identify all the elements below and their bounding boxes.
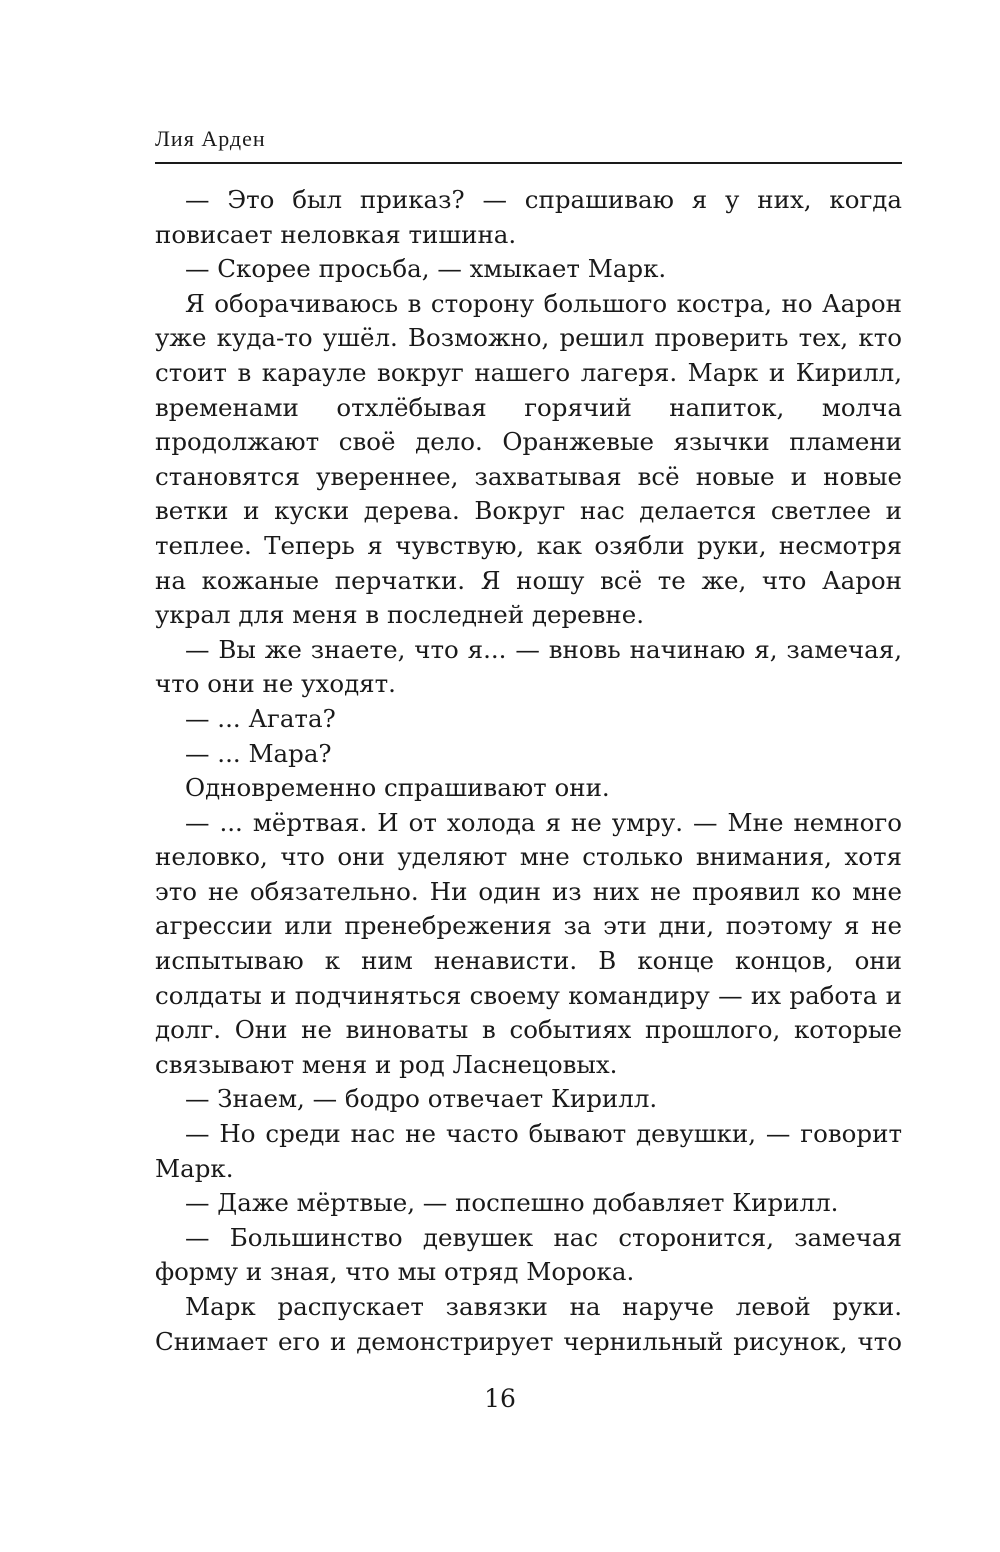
paragraph: — ... Агата? xyxy=(185,703,336,733)
paragraph: Я оборачиваюсь в сторону большого костра, но Аарон уже куда-то ушёл. Возможно, решил проверить тех, кто стоит в карауле вокруг нашего лагеря. Марк и Кирилл, временами отхлёбывая горячий напиток, молча продолжают своё дело. Оранжевые язычки пламени становятся увереннее, захватывая всё новые и новые ветки и куски дерева. Вокруг нас делается светлее и теплее. Теперь я чувствую, как озябли руки, несмотря на кожаные перчатки. Я ношу всё те же, что Аарон украл для меня в последней деревне. xyxy=(155,288,902,630)
paragraph: — Большинство девушек нас сторонится, замечая форму и зная, что мы отряд Морока. xyxy=(155,1222,902,1287)
paragraph: — Но среди нас не часто бывают девушки, — говорит Марк. xyxy=(155,1119,902,1183)
body-text xyxy=(155,183,902,1359)
paragraph: — Даже мёртвые, — поспешно добавляет Кирилл. xyxy=(185,1188,839,1218)
paragraph: Одновременно спрашивают они. xyxy=(185,773,610,803)
paragraph: — Вы же знаете, что я... — вновь начинаю я, замечая, что они не уходят. xyxy=(155,634,902,699)
running-head-author: Лия Арден xyxy=(155,126,266,151)
paragraph: — Знаем, — бодро отвечает Кирилл. xyxy=(185,1084,658,1114)
paragraph: — ... мёртвая. И от холода я не умру. — Мне немного неловко, что они уделяют мне столько внимания, хотя это не обязательно. Ни один из них не проявил ко мне агрессии или пренебрежения за эти дни, поэтому я не испытываю к ним ненависти. В конце концов, они солдаты и подчиняться своему командиру — их работа и долг. Они не виноваты в событиях прошлого, которые связывают меня и род Ласнецовых. xyxy=(155,807,902,1079)
paragraph-continued: Марк распускает завязки на наруче левой руки. Снимает его и демонстрирует чернильный рисунок, что xyxy=(155,1292,902,1356)
paragraph: — Это был приказ? — спрашиваю я у них, когда повисает неловкая тишина. xyxy=(155,185,902,249)
paragraph: — Скорее просьба, — хмыкает Марк. xyxy=(185,254,667,284)
page-number: 16 xyxy=(484,1384,516,1413)
header-rule xyxy=(155,162,902,164)
paragraph: — ... Мара? xyxy=(185,738,332,768)
